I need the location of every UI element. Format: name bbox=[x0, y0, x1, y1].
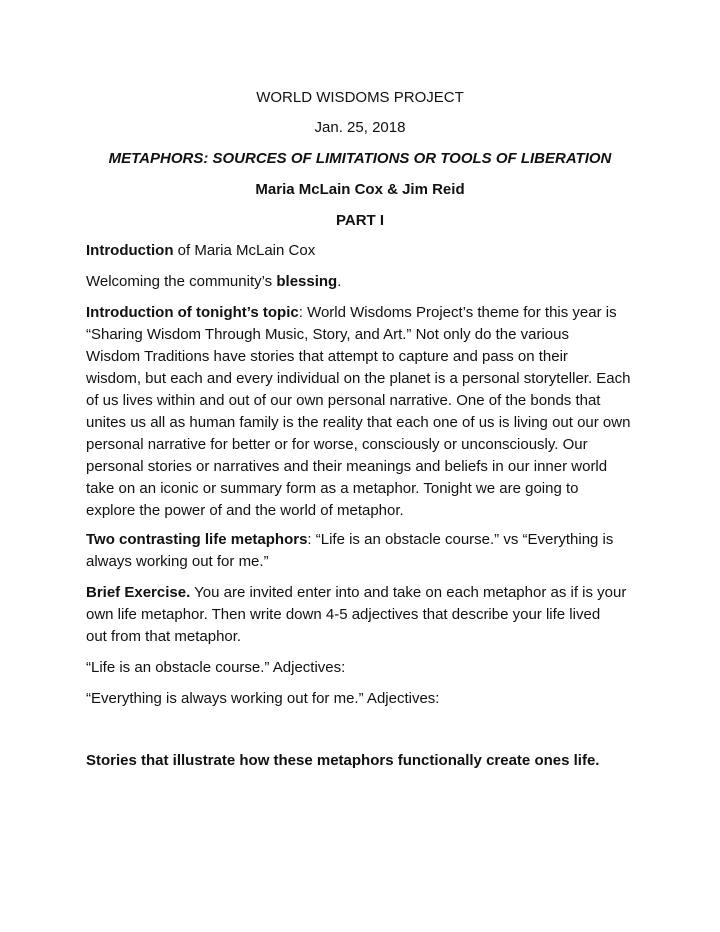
topic-line: explore the power of and the world of metaphor. bbox=[86, 502, 404, 519]
topic-paragraph bbox=[86, 302, 646, 522]
contrast-line: : “Life is an obstacle course.” vs “Everything is bbox=[307, 531, 614, 548]
topic-label: Introduction of tonight’s topic bbox=[86, 304, 299, 321]
intro-paragraph bbox=[86, 240, 646, 262]
document-title: METAPHORS: SOURCES OF LIMITATIONS OR TOOLS OF LIBERATION bbox=[108, 150, 612, 167]
welcome-text: Welcoming the community’s bbox=[86, 273, 277, 290]
topic-line: take on an iconic or summary form as a metaphor. Tonight we are going to bbox=[86, 480, 579, 497]
topic-line: personal narrative for better or for worse, consciously or unconsciously. Our bbox=[86, 436, 588, 453]
stories-heading: Stories that illustrate how these metaphors functionally create ones life. bbox=[86, 752, 600, 769]
intro-label: Introduction bbox=[86, 242, 174, 259]
authors: Maria McLain Cox & Jim Reid bbox=[255, 181, 465, 198]
topic-line: of us lives within and out of our own personal narrative. One of the bonds that bbox=[86, 392, 601, 409]
topic-line: personal stories or narratives and their meanings and beliefs in our inner world bbox=[86, 458, 608, 475]
welcome-bold: blessing bbox=[276, 273, 338, 290]
topic-line: : World Wisdoms Project’s theme for this year is bbox=[298, 304, 617, 321]
exercise-paragraph bbox=[86, 582, 646, 648]
welcome-paragraph bbox=[86, 271, 646, 293]
contrast-line: always working out for me.” bbox=[86, 553, 269, 570]
prompt-obstacle-course: “Life is an obstacle course.” Adjectives: bbox=[86, 659, 346, 676]
contrast-paragraph bbox=[86, 529, 646, 573]
topic-line: unites us all as human family is the reality that each one of us is living out our own bbox=[86, 414, 631, 431]
prompt-working-out: “Everything is always working out for me.” Adjectives: bbox=[86, 690, 440, 707]
exercise-label: Brief Exercise. bbox=[86, 584, 191, 601]
exercise-line: own life metaphor. Then write down 4-5 adjectives that describe your life lived bbox=[86, 606, 601, 623]
exercise-line: You are invited enter into and take on each metaphor as if is your bbox=[190, 584, 627, 601]
topic-line: wisdom, but each and every individual on the planet is a personal storyteller. Each bbox=[86, 370, 631, 387]
contrast-label: Two contrasting life metaphors bbox=[86, 531, 308, 548]
part-heading: PART I bbox=[335, 212, 385, 229]
document-date: Jan. 25, 2018 bbox=[314, 119, 406, 136]
welcome-end: . bbox=[337, 273, 342, 290]
exercise-line: out from that metaphor. bbox=[86, 628, 242, 645]
topic-line: “Sharing Wisdom Through Music, Story, and Art.” Not only do the various bbox=[86, 326, 569, 343]
topic-line: Wisdom Traditions have stories that attempt to capture and pass on their bbox=[86, 348, 568, 365]
project-heading: WORLD WISDOMS PROJECT bbox=[256, 89, 464, 106]
intro-text: of Maria McLain Cox bbox=[173, 242, 316, 259]
